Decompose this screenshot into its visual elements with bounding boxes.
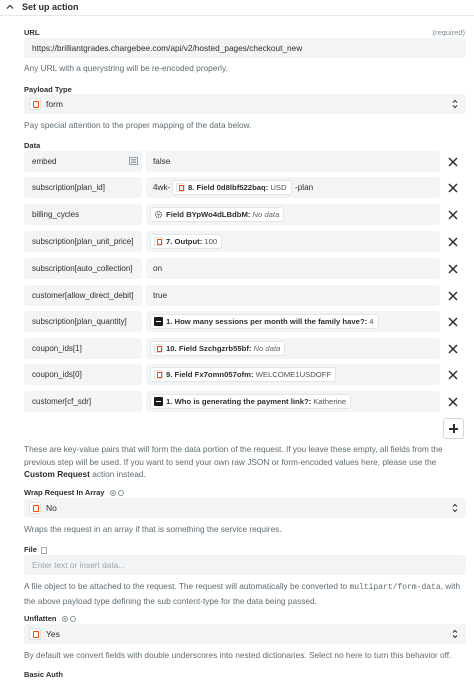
file-input-wrapper[interactable] [24, 555, 466, 575]
unflatten-label [24, 614, 76, 623]
data-pill[interactable] [150, 234, 222, 249]
data-label: Data [24, 141, 41, 150]
app-icon [29, 502, 41, 514]
chevron-up-icon[interactable] [5, 2, 15, 12]
data-key-field[interactable] [24, 231, 142, 252]
data-key-field[interactable] [24, 285, 142, 306]
url-value: https://brilliantgrades.chargebee.com/api/v2/hosted_pages/checkout_new [32, 43, 303, 53]
pill-label: Field BYpWo4dLBdbM: [166, 210, 251, 219]
form-app-icon [154, 317, 163, 326]
app-icon [29, 628, 41, 640]
payload-type-help: Pay special attention to the proper mapping of the data below. [24, 120, 252, 130]
data-key-field[interactable] [24, 151, 142, 172]
data-key: customer[allow_direct_debit] [32, 291, 134, 300]
required-indicator: (required) [432, 28, 465, 37]
pill-label: 7. Output: [166, 237, 203, 246]
data-key-field[interactable] [24, 258, 142, 279]
url-label: URL [24, 28, 40, 37]
data-value-field[interactable] [146, 311, 440, 332]
pill-label: 1. Who is generating the payment link?: [166, 397, 312, 406]
url-help: Any URL with a querystring will be re-encoded properly. [24, 63, 228, 73]
data-pill[interactable] [150, 207, 284, 222]
data-key-field[interactable] [24, 391, 142, 412]
remove-row-icon[interactable] [445, 207, 461, 223]
pill-value: Katherine [313, 397, 347, 406]
file-label-text: File [24, 545, 37, 554]
payload-type-label: Payload Type [24, 85, 72, 94]
data-pill[interactable] [150, 367, 336, 382]
unflatten-select[interactable] [24, 624, 466, 644]
data-key-field[interactable] [24, 177, 142, 198]
data-value-field[interactable] [146, 177, 440, 198]
data-key: customer[cf_sdr] [32, 397, 92, 406]
pill-value: USD [270, 183, 287, 192]
remove-row-icon[interactable] [445, 234, 461, 250]
pill-value: No data [253, 344, 281, 353]
data-value-field[interactable] [146, 258, 440, 279]
payload-type-value: form [46, 99, 63, 109]
file-help-code: multipart/form-data [349, 583, 441, 592]
remove-row-icon[interactable] [445, 180, 461, 196]
radio-on[interactable] [62, 616, 68, 622]
remove-row-icon[interactable] [445, 341, 461, 357]
unflatten-value: Yes [46, 629, 60, 639]
section-title: Set up action [22, 2, 79, 12]
list-icon[interactable] [129, 157, 138, 165]
data-key: subscription[plan_unit_price] [32, 237, 134, 246]
remove-row-icon[interactable] [445, 314, 461, 330]
data-value: true [153, 291, 168, 300]
file-help-text-end: , with the above payload type defining the sub content-type for the data being passed. [24, 581, 461, 606]
basic-auth-label: Basic Auth [24, 670, 63, 679]
wrap-request-help: Wraps the request in an array if that is something the service requires. [24, 524, 282, 534]
data-key: subscription[plan_id] [32, 183, 105, 192]
pill-value: 100 [204, 237, 218, 246]
data-value-field[interactable] [146, 204, 440, 225]
file-label [24, 545, 47, 554]
pill-value: WELCOME1USDOFF [255, 370, 332, 379]
data-help-text-end: action instead. [89, 469, 146, 479]
remove-row-icon[interactable] [445, 394, 461, 410]
unflatten-help: By default we convert fields with double underscores into nested dictionaries. Select no here to turn this behavior off. [24, 650, 452, 660]
data-key: embed [32, 157, 57, 166]
gear-icon [154, 210, 163, 219]
url-input[interactable] [24, 38, 466, 58]
wrap-request-value: No [46, 503, 57, 513]
pill-value: No data [252, 210, 280, 219]
remove-row-icon[interactable] [445, 367, 461, 383]
pill-label: 8. Field 0d8lbf522baq: [188, 183, 269, 192]
radio-off[interactable] [70, 616, 76, 622]
data-pill[interactable] [150, 341, 285, 356]
select-arrows-icon [452, 502, 458, 514]
app-icon [154, 237, 163, 246]
info-icon [41, 547, 47, 554]
data-key: coupon_ids[0] [32, 370, 82, 379]
unflatten-label-text: Unflatten [24, 614, 57, 623]
radio-on[interactable] [110, 490, 116, 496]
data-key-field[interactable] [24, 204, 142, 225]
data-key-field[interactable] [24, 364, 142, 385]
data-key: subscription[plan_quantity] [32, 317, 127, 326]
radio-group[interactable] [62, 616, 76, 622]
remove-row-icon[interactable] [445, 154, 461, 170]
wrap-request-label [24, 488, 124, 497]
data-value-field[interactable] [146, 364, 440, 385]
data-help [24, 443, 468, 481]
add-row-button[interactable] [443, 418, 464, 439]
data-pill[interactable] [172, 180, 292, 195]
data-value-prefix: 4wk- [153, 183, 171, 192]
app-icon [176, 183, 185, 192]
form-app-icon [154, 397, 163, 406]
data-value: on [153, 264, 163, 273]
section-header[interactable] [0, 0, 474, 16]
radio-group[interactable] [110, 490, 124, 496]
app-icon [154, 344, 163, 353]
custom-request-link[interactable]: Custom Request [24, 469, 90, 479]
wrap-request-label-text: Wrap Request In Array [24, 488, 105, 497]
data-key-field[interactable] [24, 311, 142, 332]
data-value-suffix: -plan [295, 183, 314, 192]
data-value-field[interactable] [146, 231, 440, 252]
pill-label: 9. Field Fx7omn057ofm: [166, 370, 254, 379]
data-key: billing_cycles [32, 210, 80, 219]
payload-type-select[interactable] [24, 94, 466, 114]
remove-row-icon[interactable] [445, 288, 461, 304]
data-pill[interactable] [150, 394, 351, 409]
file-help [24, 580, 468, 607]
wrap-request-select[interactable] [24, 498, 466, 518]
pill-label: 10. Field Szchgzrb55bf: [166, 344, 252, 353]
data-value-field[interactable] [146, 391, 440, 412]
data-help-text: These are key-value pairs that will form the data portion of the request. If you leave these empty, all fields from the previous step will be used. If you want to send your own raw JSON or form-encoded values here, please use the [24, 444, 443, 467]
pill-value: 4 [369, 317, 374, 326]
file-help-text: A file object to be attached to the request. The request will automatically be converted to [24, 581, 350, 591]
remove-row-icon[interactable] [445, 261, 461, 277]
data-value-field[interactable] [146, 285, 440, 306]
file-input[interactable] [24, 555, 466, 575]
data-value: false [153, 157, 171, 166]
radio-off[interactable] [118, 490, 124, 496]
select-arrows-icon [452, 98, 458, 110]
data-key: subscription[auto_collection] [32, 264, 133, 273]
data-key: coupon_ids[1] [32, 344, 82, 353]
data-value-field[interactable] [146, 151, 440, 172]
data-value-field[interactable] [146, 338, 440, 359]
select-arrows-icon [452, 628, 458, 640]
pill-label: 1. How many sessions per month will the family have?: [166, 317, 368, 326]
app-icon [154, 370, 163, 379]
app-icon [29, 98, 41, 110]
data-pill[interactable] [150, 314, 379, 329]
data-key-field[interactable] [24, 338, 142, 359]
